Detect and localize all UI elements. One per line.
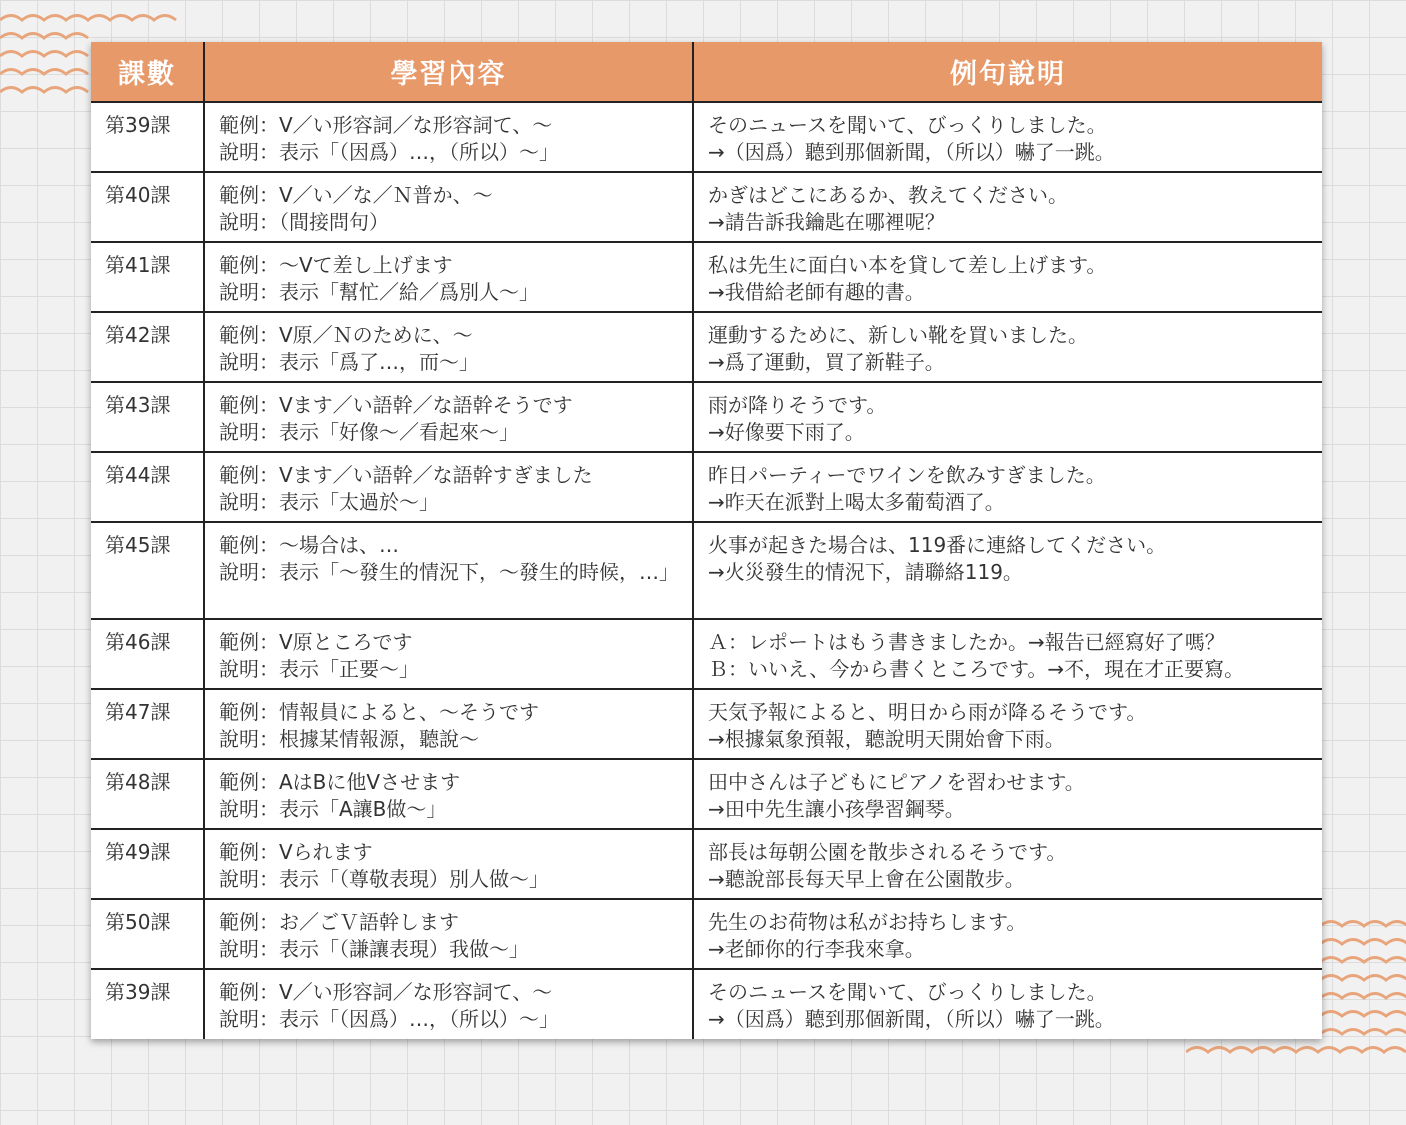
example-cell: [693, 619, 1322, 689]
lesson-cell: [91, 312, 204, 382]
lesson-cell: [91, 522, 204, 619]
content-cell: [204, 969, 693, 1039]
lesson-cell: [91, 899, 204, 969]
content-cell: [204, 242, 693, 312]
pattern-text: 範例：V／い／な／Ｎ普か、〜: [219, 183, 493, 207]
example-japanese: 田中さんは子どもにピアノを習わせます。: [708, 770, 1085, 794]
example-cell: [693, 242, 1322, 312]
example-cell: [693, 172, 1322, 242]
lesson-cell: [91, 382, 204, 452]
content-cell: [204, 452, 693, 522]
meaning-text: 說明：表示「（因爲）…，（所以）〜」: [219, 1007, 559, 1031]
example-chinese: →請告訴我鑰匙在哪裡呢？: [708, 210, 945, 234]
example-japanese: 雨が降りそうです。: [708, 393, 887, 417]
pattern-text: 範例：AはBに他Vさせます: [219, 770, 461, 794]
example-cell: [693, 759, 1322, 829]
lesson-cell: [91, 172, 204, 242]
lesson-cell: [91, 759, 204, 829]
example-chinese: →（因爲）聽到那個新聞，（所以）嚇了一跳。: [708, 1007, 1115, 1031]
lesson-number: 第39課: [105, 980, 171, 1004]
meaning-text: 說明：表示「爲了…，而〜」: [219, 350, 479, 374]
example-chinese: Ｂ：いいえ、今から書くところです。→不，現在才正要寫。: [708, 657, 1245, 681]
lesson-cell: [91, 452, 204, 522]
table-row: [91, 522, 1322, 619]
header-example: 例句說明: [693, 42, 1322, 102]
pattern-text: 範例：V／い形容詞／な形容詞て、〜: [219, 113, 553, 137]
content-cell: [204, 382, 693, 452]
meaning-text: 說明：表示「正要〜」: [219, 657, 419, 681]
lesson-number: 第42課: [105, 323, 171, 347]
example-cell: [693, 899, 1322, 969]
lesson-cell: [91, 829, 204, 899]
content-cell: [204, 522, 693, 619]
table-row: [91, 689, 1322, 759]
content-cell: [204, 312, 693, 382]
lesson-number: 第40課: [105, 183, 171, 207]
content-cell: [204, 829, 693, 899]
lesson-number: 第50課: [105, 910, 171, 934]
lesson-number: 第41課: [105, 253, 171, 277]
lesson-number: 第39課: [105, 113, 171, 137]
meaning-text: 說明：表示「幫忙／給／爲別人〜」: [219, 280, 539, 304]
pattern-text: 範例：V原ところです: [219, 630, 413, 654]
pattern-text: 範例：V／い形容詞／な形容詞て、〜: [219, 980, 553, 1004]
pattern-text: 範例：Vられます: [219, 840, 373, 864]
lesson-number: 第43課: [105, 393, 171, 417]
lesson-number: 第47課: [105, 700, 171, 724]
lesson-number: 第48課: [105, 770, 171, 794]
pattern-text: 範例：Vます／い語幹／な語幹そうです: [219, 393, 573, 417]
content-cell: [204, 619, 693, 689]
content-cell: [204, 172, 693, 242]
content-cell: [204, 759, 693, 829]
example-japanese: そのニュースを聞いて、びっくりしました。: [708, 113, 1107, 137]
lesson-cell: [91, 102, 204, 172]
header-lesson: 課數: [91, 42, 204, 102]
example-japanese: 火事が起きた場合は、119番に連絡してください。: [708, 533, 1167, 557]
example-japanese: 運動するために、新しい靴を買いました。: [708, 323, 1088, 347]
pattern-text: 範例：〜場合は、…: [219, 533, 399, 557]
meaning-text: 說明：表示「好像〜／看起來〜」: [219, 420, 519, 444]
pattern-text: 範例：お／ごＶ語幹します: [219, 910, 459, 934]
example-japanese: 部長は毎朝公園を散歩されるそうです。: [708, 840, 1067, 864]
example-japanese: そのニュースを聞いて、びっくりしました。: [708, 980, 1107, 1004]
lesson-table: [91, 42, 1322, 1039]
example-cell: [693, 522, 1322, 619]
meaning-text: 說明：表示「太過於〜」: [219, 490, 439, 514]
lesson-cell: [91, 969, 204, 1039]
table-header-row: [91, 42, 1322, 102]
pattern-text: 範例：Vます／い語幹／な語幹すぎました: [219, 463, 593, 487]
example-japanese: 天気予報によると、明日から雨が降るそうです。: [708, 700, 1147, 724]
pattern-text: 範例：情報員によると、〜そうです: [219, 700, 539, 724]
example-chinese: →田中先生讓小孩學習鋼琴。: [708, 797, 965, 821]
lesson-cell: [91, 619, 204, 689]
lesson-number: 第46課: [105, 630, 171, 654]
example-cell: [693, 829, 1322, 899]
meaning-text: 說明：表示「（因爲）…，（所以）〜」: [219, 140, 559, 164]
table-row: [91, 242, 1322, 312]
table-row: [91, 829, 1322, 899]
example-cell: [693, 312, 1322, 382]
example-chinese: →（因爲）聽到那個新聞，（所以）嚇了一跳。: [708, 140, 1115, 164]
table-row: [91, 312, 1322, 382]
content-cell: [204, 102, 693, 172]
pattern-text: 範例：V原／Ｎのために、〜: [219, 323, 473, 347]
table-row: [91, 172, 1322, 242]
example-chinese: →老師你的行李我來拿。: [708, 937, 925, 961]
example-cell: [693, 969, 1322, 1039]
table-row: [91, 452, 1322, 522]
example-cell: [693, 452, 1322, 522]
table-row: [91, 899, 1322, 969]
example-chinese: →根據氣象預報，聽說明天開始會下雨。: [708, 727, 1065, 751]
pattern-text: 範例：〜Vて差し上げます: [219, 253, 453, 277]
example-chinese: →火災發生的情況下，請聯絡119。: [708, 560, 1023, 584]
example-japanese: 私は先生に面白い本を貸して差し上げます。: [708, 253, 1107, 277]
example-chinese: →我借給老師有趣的書。: [708, 280, 925, 304]
meaning-text: 說明：表示「A讓B做〜」: [219, 797, 447, 821]
content-cell: [204, 899, 693, 969]
table-row: [91, 759, 1322, 829]
example-japanese: 先生のお荷物は私がお持ちします。: [708, 910, 1027, 934]
meaning-text: 說明：表示「（謙讓表現）我做〜」: [219, 937, 529, 961]
table-row: [91, 969, 1322, 1039]
table-row: [91, 382, 1322, 452]
example-japanese: 昨日パーティーでワインを飲みすぎました。: [708, 463, 1106, 487]
example-chinese: →爲了運動，買了新鞋子。: [708, 350, 945, 374]
table-row: [91, 619, 1322, 689]
example-cell: [693, 382, 1322, 452]
example-japanese: Ａ：レポートはもう書きましたか。→報告已經寫好了嗎？: [708, 630, 1225, 654]
lesson-number: 第49課: [105, 840, 171, 864]
meaning-text: 說明：表示「（尊敬表現）別人做〜」: [219, 867, 549, 891]
header-content: 學習內容: [204, 42, 693, 102]
lesson-cell: [91, 242, 204, 312]
content-cell: [204, 689, 693, 759]
lesson-number: 第44課: [105, 463, 171, 487]
meaning-text: 說明：（間接問句）: [219, 210, 389, 234]
example-cell: [693, 102, 1322, 172]
example-chinese: →聽說部長每天早上會在公園散步。: [708, 867, 1025, 891]
example-chinese: →昨天在派對上喝太多葡萄酒了。: [708, 490, 1005, 514]
example-japanese: かぎはどこにあるか、教えてください。: [708, 183, 1068, 207]
meaning-text: 說明：表示「〜發生的情況下，〜發生的時候，…」: [219, 560, 679, 584]
lesson-number: 第45課: [105, 533, 171, 557]
example-cell: [693, 689, 1322, 759]
table-row: [91, 102, 1322, 172]
table-body: [91, 102, 1322, 1039]
meaning-text: 說明：根據某情報源，聽說〜: [219, 727, 479, 751]
lesson-cell: [91, 689, 204, 759]
example-chinese: →好像要下雨了。: [708, 420, 865, 444]
